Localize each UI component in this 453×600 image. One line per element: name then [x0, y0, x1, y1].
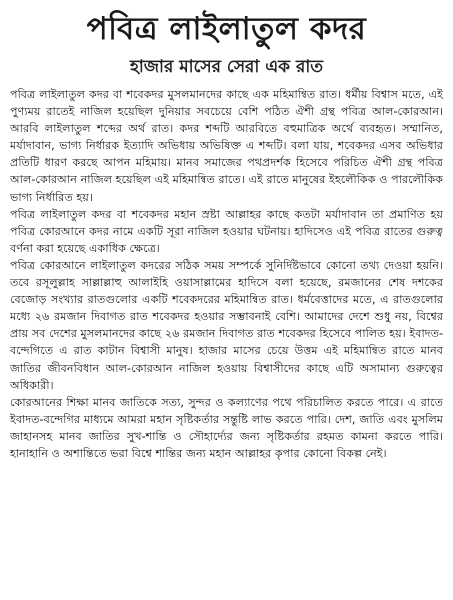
headline: পবিত্র লাইলাতুল কদর: [86, 11, 367, 47]
paragraph-3: পবিত্র কোরআনে লাইলাতুল কদরের সঠিক সময় সম্পর্কে সুনির্দিষ্টভাবে কোনো তথ্য দেওয়া হয়নি। তবে রসূলুল্লাহ সাল্লাল্লাহু আলাইহি ওয়াসাল্লামের হাদিসে বলা হয়েছে, রমজানের শেষ দশকের বেজোড় সংখ্যার রাতগুলোর একটি শবেকদরের মহিমান্বিত রাত। ধর্মবেত্তাদের মতে, এ রাতগুলোর মধ্যে ২৬ রমজান দিবাগত রাত শবেকদর হওয়ার সম্ভাবনাই বেশি। আমাদের দেশে শুধু নয়, বিশ্বের প্রায় সব দেশের মুসলমানদের কাছে ২৬ রমজান দিবাগত রাত শবেকদর হিসেবে পালিত হয়। ইবাদত-বন্দেগিতে এ রাত কাটান বিশ্বাসী মানুষ। হাজার মাসের চেয়ে উত্তম এই মহিমান্বিত রাতে মানব জাতির জীবনবিধান আল-কোরআন নাজিল হওয়ায় বিশ্বাসীদের কাছে এটি অসামান্য গুরুত্বের অধিকারী।: [10, 258, 443, 392]
paragraph-1: পবিত্র লাইলাতুল কদর বা শবেকদর মুসলমানদের কাছে এক মহিমান্বিত রাত। ধর্মীয় বিশ্বাস মতে, এই পুণ্যময় রাতেই নাজিল হয়েছিল দুনিয়ার সবচেয়ে বেশি পঠিত ঐশী গ্রন্থ পবিত্র আল-কোরআন। আরবি লাইলাতুল শব্দের অর্থ রাত। কদর শব্দটি আরবিতে বহুমাত্রিক অর্থে ব্যবহৃত। সম্মানিত, মর্যাদাবান, ভাগ্য নির্ধারক ইত্যাদি অভিধায় অভিষিক্ত এ শব্দটি। বলা যায়, শবেকদর এসব অভিধার প্রতিটি ধারণ করছে আপন মহিমায়। মানব সমাজের পথপ্রদর্শক হিসেবে পরিচিত ঐশী গ্রন্থ পবিত্র আল-কোরআন নাজিল হয়েছিল এই মহিমান্বিত রাতে। এই রাতে মানুষের ইহলৌকিক ও পারলৌকিক ভাগ্য নির্ধারিত হয়।: [10, 88, 443, 204]
paragraph-2: পবিত্র লাইলাতুল কদর বা শবেকদর মহান স্রষ্টা আল্লাহর কাছে কতটা মর্যাদাবান তা প্রমাণিত হয় পবিত্র কোরআনে কদর নামে একটি সূরা নাজিল হওয়ার ঘটনায়। হাদিসেও এই পবিত্র রাতের গুরুত্ব বর্ণনা করা হয়েছে একাধিক ক্ষেত্রে।: [10, 207, 443, 255]
subheadline: হাজার মাসের সেরা এক রাত: [129, 57, 324, 77]
paragraph-4: কোরআনের শিক্ষা মানব জাতিকে সত্য, সুন্দর ও কল্যাণের পথে পরিচালিত করতে পারে। এ রাতে ইবাদত-বন্দেগির মাধ্যমে আমরা মহান সৃষ্টিকর্তার সন্তুষ্টি লাভ করতে পারি। দেশ, জাতি এবং মুসলিম জাহানসহ মানব জাতির সুখ-শান্তি ও সৌহার্দ্যের জন্য সৃষ্টিকর্তার রহমত কামনা করতে পারি। হানাহানি ও অশান্তিতে ভরা বিশ্বে শান্তির জন্য মহান আল্লাহর কৃপার কোনো বিকল্প নেই।: [10, 395, 443, 460]
article-body: [10, 86, 443, 462]
